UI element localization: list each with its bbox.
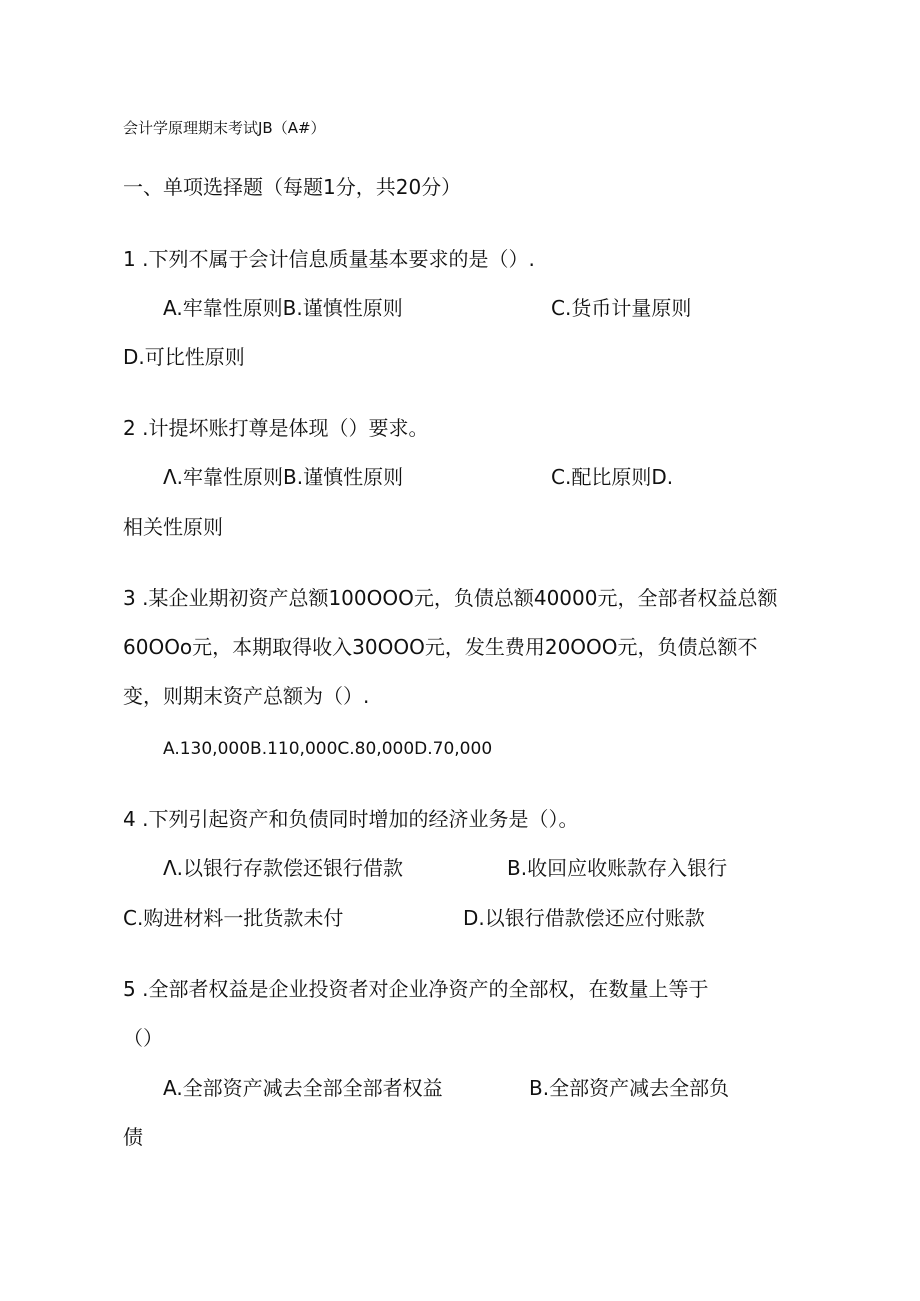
question-3-options: A.130,000B.110,000C.80,000D.70,000 bbox=[163, 739, 493, 759]
question-5-stem-line-2: （） bbox=[123, 1026, 163, 1050]
question-5-option-a: A.全部资产减去全部全部者权益 bbox=[163, 1076, 443, 1100]
question-5-option-b: B.全部资产减去全部负 bbox=[529, 1076, 730, 1100]
question-1-options-ab: A.牢靠性原则B.谨慎性原则 bbox=[163, 296, 403, 320]
question-3-stem-line-1: 3 .某企业期初资产总额100OOO元，负债总额40000元，全部者权益总额 bbox=[123, 586, 778, 610]
question-2-option-d-continued: 相关性原则 bbox=[123, 515, 223, 539]
question-1-stem: 1 .下列不属于会计信息质量基本要求的是（）. bbox=[123, 247, 535, 271]
question-4-option-d: D.以银行借款偿还应付账款 bbox=[463, 906, 705, 930]
question-4-option-c: C.购进材料一批货款未付 bbox=[123, 906, 344, 930]
question-4-option-a: Λ.以银行存款偿还银行借款 bbox=[163, 856, 404, 880]
section-heading: 一、单项选择题（每题1分，共20分） bbox=[123, 175, 462, 199]
question-5-stem-line-1: 5 .全部者权益是企业投资者对企业净资产的全部权，在数量上等于 bbox=[123, 977, 709, 1001]
question-2-stem: 2 .计提坏账打尊是体现（）要求。 bbox=[123, 416, 429, 440]
exam-title: 会计学原理期末考试JB（A#） bbox=[123, 119, 326, 137]
question-4-stem: 4 .下列引起资产和负债同时增加的经济业务是（）。 bbox=[123, 807, 579, 831]
question-4-option-b: B.收回应收账款存入银行 bbox=[507, 856, 728, 880]
question-1-option-c: C.货币计量原则 bbox=[551, 296, 692, 320]
question-2-options-ab: Λ.牢靠性原则B.谨慎性原则 bbox=[163, 465, 404, 489]
question-1-option-d: D.可比性原则 bbox=[123, 345, 245, 369]
question-2-options-cd: C.配比原则D. bbox=[551, 465, 674, 489]
question-5-option-b-continued: 债 bbox=[123, 1125, 143, 1149]
question-3-stem-line-3: 变，则期末资产总额为（）. bbox=[123, 684, 370, 708]
question-3-stem-line-2: 60OOo元，本期取得收入30OOO元，发生费用20OOO元，负债总额不 bbox=[123, 635, 758, 659]
